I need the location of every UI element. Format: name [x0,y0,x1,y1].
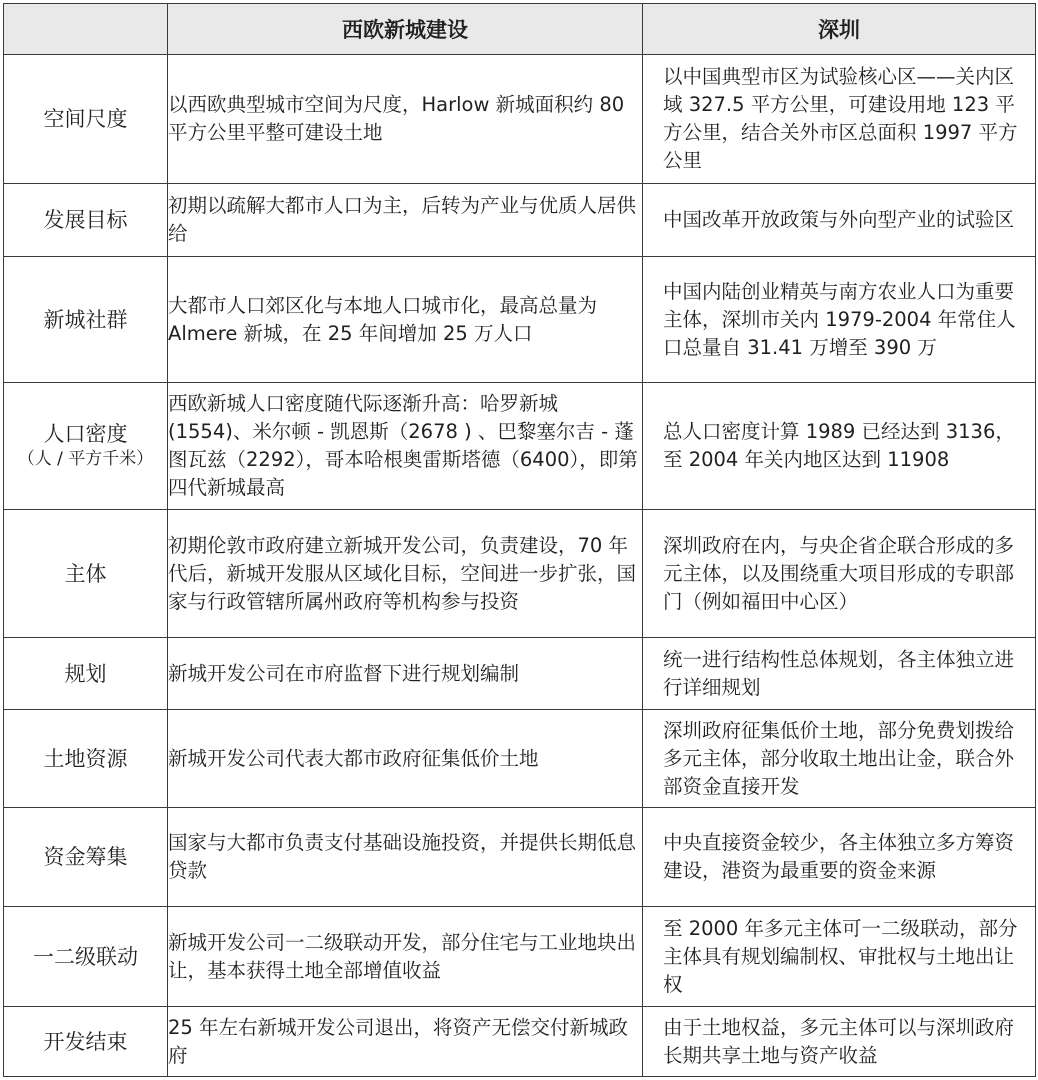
cell-shenzhen: 深圳政府在内，与央企省企联合形成的多元主体，以及围绕重大项目形成的专职部门（例如福田中心区） [643,510,1036,638]
cell-europe: 新城开发公司代表大都市政府征集低价土地 [168,710,643,808]
cell-europe: 国家与大都市负责支付基础设施投资，并提供长期低息贷款 [168,808,643,907]
table-row [4,907,1036,1007]
table-row [4,1007,1036,1077]
row-label [4,383,168,510]
cell-shenzhen: 由于土地权益，多元主体可以与深圳政府长期共享土地与资产收益 [643,1007,1036,1077]
cell-shenzhen: 中央直接资金较少，各主体独立多方筹资建设，港资为最重要的资金来源 [643,808,1036,907]
row-label [4,907,168,1007]
header-row [4,4,1036,55]
table-row [4,710,1036,808]
row-label-text: 主体 [64,561,107,586]
row-label [4,710,168,808]
cell-shenzhen: 中国改革开放政策与外向型产业的试验区 [643,184,1036,257]
cell-shenzhen: 以中国典型市区为试验核心区——关内区域 327.5 平方公里，可建设用地 123 平方公里，结合关外市区总面积 1997 平方公里 [643,55,1036,184]
table-row [4,383,1036,510]
row-label-text: 土地资源 [43,746,128,771]
header-shenzhen: 深圳 [643,4,1036,55]
cell-europe: 初期以疏解大都市人口为主，后转为产业与优质人居供给 [168,184,643,257]
row-label-text: 资金筹集 [43,845,128,869]
cell-europe: 新城开发公司在市府监督下进行规划编制 [168,638,643,710]
cell-shenzhen: 至 2000 年多元主体可一二级联动，部分主体具有规划编制权、审批权与土地出让权 [643,907,1036,1007]
table-row [4,638,1036,710]
cell-europe: 大都市人口郊区化与本地人口城市化，最高总量为 Almere 新城，在 25 年间增加 25 万人口 [168,257,643,383]
row-label [4,184,168,257]
row-label-text: 一二级联动 [33,944,138,969]
row-label-text: 新城社群 [43,307,128,332]
cell-shenzhen: 中国内陆创业精英与南方农业人口为重要主体，深圳市关内 1979-2004 年常住人口总量自 31.41 万增至 390 万 [643,257,1036,383]
row-label-text: 开发结束 [43,1029,128,1054]
row-label [4,257,168,383]
table-row [4,184,1036,257]
table-row [4,510,1036,638]
row-label [4,510,168,638]
table-row [4,808,1036,907]
cell-europe: 25 年左右新城开发公司退出，将资产无偿交付新城政府 [168,1007,643,1077]
cell-europe: 新城开发公司一二级联动开发，部分住宅与工业地块出让，基本获得土地全部增值收益 [168,907,643,1007]
row-label-text: 发展目标 [43,208,128,232]
row-label-text: 人口密度 [43,422,128,446]
comparison-table [3,3,1036,1077]
cell-shenzhen: 深圳政府征集低价土地，部分免费划拨给多元主体，部分收取土地出让金，联合外部资金直接开发 [643,710,1036,808]
row-label [4,638,168,710]
row-label-text: 规划 [64,661,107,686]
cell-europe: 西欧新城人口密度随代际逐渐升高：哈罗新城 (1554)、米尔顿 - 凯恩斯（2678 ) 、巴黎塞尔吉 - 蓬图瓦兹（2292），哥本哈根奥雷斯塔德（6400），即第四代新城最高 [168,383,643,510]
table-row [4,55,1036,184]
row-label [4,55,168,184]
row-label [4,808,168,907]
table-row [4,257,1036,383]
row-label [4,1007,168,1077]
cell-europe: 以西欧典型城市空间为尺度，Harlow 新城面积约 80 平方公里平整可建设土地 [168,55,643,184]
row-label-text: 空间尺度 [43,107,128,131]
row-sublabel-unit: （人 / 平方千米） [17,449,154,469]
header-corner [4,4,168,55]
cell-shenzhen: 统一进行结构性总体规划，各主体独立进行详细规划 [643,638,1036,710]
cell-shenzhen: 总人口密度计算 1989 已经达到 3136，至 2004 年关内地区达到 11908 [643,383,1036,510]
cell-europe: 初期伦敦市政府建立新城开发公司，负责建设，70 年代后，新城开发服从区域化目标，空间进一步扩张，国家与行政管辖所属州政府等机构参与投资 [168,510,643,638]
header-western-europe: 西欧新城建设 [168,4,643,55]
